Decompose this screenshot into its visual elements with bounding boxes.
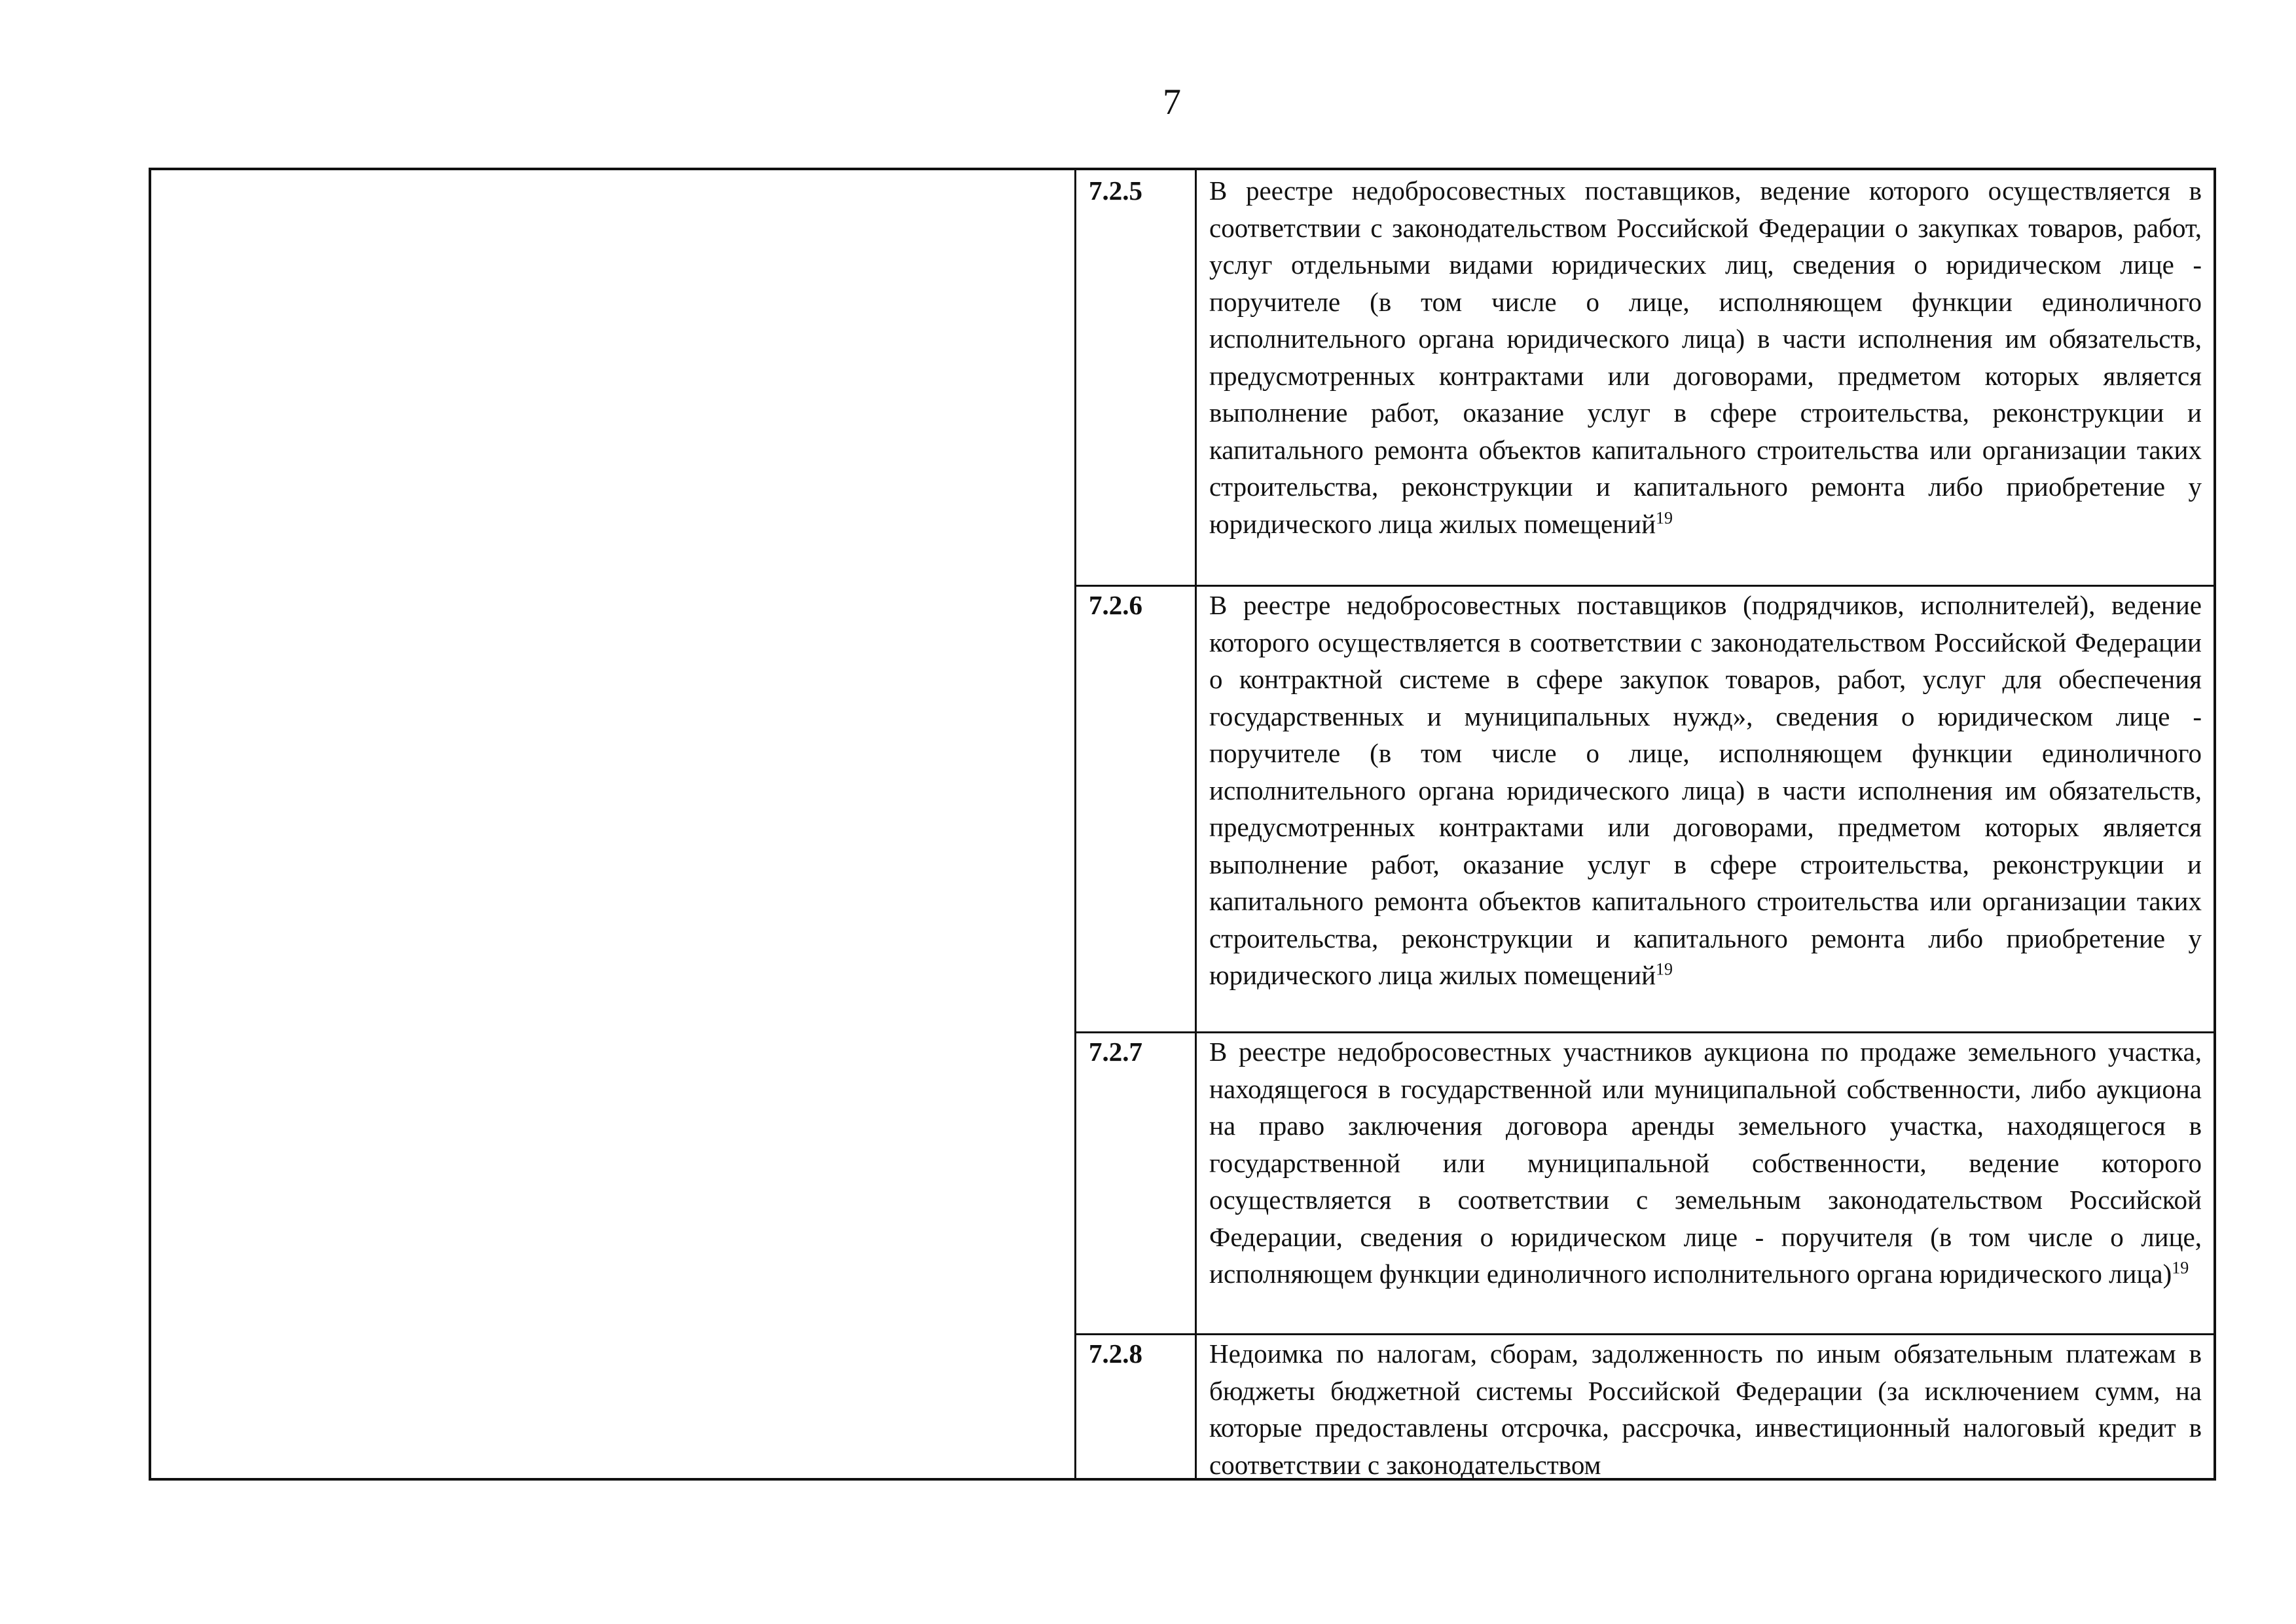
item-text	[1195, 1333, 2216, 1483]
requirements-table	[149, 168, 2216, 1481]
table-row	[1074, 1333, 2216, 1483]
item-text-body: В реестре недобросовестных поставщиков, ведение которого осуществляется в соответствии с законодательством Российской Федерации о закупках товаров, работ, услуг отдельными видами юридических лиц, сведения о юридическом лице - поручителе (в том числе о лице, исполняющем функции единоличного исполнительного органа юридического лица) в части исполнения им обязательств, предусмотренных контрактами или договорами, предметом которых является выполнение работ, оказание услуг в сфере строительства, реконструкции и капитального ремонта объектов капитального строительства или организации таких строительства, реконструкции и капитального ремонта либо приобретение у юридического лица жилых помещений	[1209, 175, 2202, 539]
item-text	[1195, 170, 2216, 542]
item-number: 7.2.6	[1089, 590, 1142, 620]
empty-left-column	[151, 170, 1074, 1478]
item-text-body: Недоимка по налогам, сборам, задолженность по иным обязательным платежам в бюджеты бюджетной системы Российской Федерации (за исключением сумм, на которые предоставлены отсрочка, рассрочка, инвестиционный налоговый кредит в соответствии с законодательством	[1209, 1338, 2202, 1480]
page-number: 7	[1163, 82, 1181, 122]
item-text-body: В реестре недобросовестных участников аукциона по продаже земельного участка, находящегося в государственной или муниципальной собственности, либо аукциона на право заключения договора аренды земельного участка, находящегося в государственной или муниципальной собственности, ведение которого осуществляется в соответствии с земельным законодательством Российской Федерации, сведения о юридическом лице - поручителя (в том числе о лице, исполняющем функции единоличного исполнительного органа юридического лица)	[1209, 1037, 2202, 1289]
item-text-body: В реестре недобросовестных поставщиков (подрядчиков, исполнителей), ведение которого осуществляется в соответствии с законодательством Российской Федерации о контрактной системе в сфере закупок товаров, работ, услуг для обеспечения государственных и муниципальных нужд», сведения о юридическом лице - поручителе (в том числе о лице, исполняющем функции единоличного исполнительного органа юридического лица) в части исполнения им обязательств, предусмотренных контрактами или договорами, предметом которых является выполнение работ, оказание услуг в сфере строительства, реконструкции и капитального ремонта объектов капитального строительства или организации таких строительства, реконструкции и капитального ремонта либо приобретение у юридического лица жилых помещений	[1209, 590, 2202, 990]
table-row	[1074, 585, 2216, 1031]
table-row	[1074, 1031, 2216, 1333]
footnote-mark: 19	[1656, 959, 1673, 979]
item-number: 7.2.8	[1089, 1338, 1142, 1369]
item-number: 7.2.7	[1089, 1037, 1142, 1067]
table-row	[1074, 170, 2216, 585]
item-number: 7.2.5	[1089, 175, 1142, 206]
footnote-mark: 19	[1656, 507, 1673, 527]
item-text	[1195, 585, 2216, 994]
item-text	[1195, 1031, 2216, 1293]
footnote-mark: 19	[2172, 1258, 2189, 1278]
